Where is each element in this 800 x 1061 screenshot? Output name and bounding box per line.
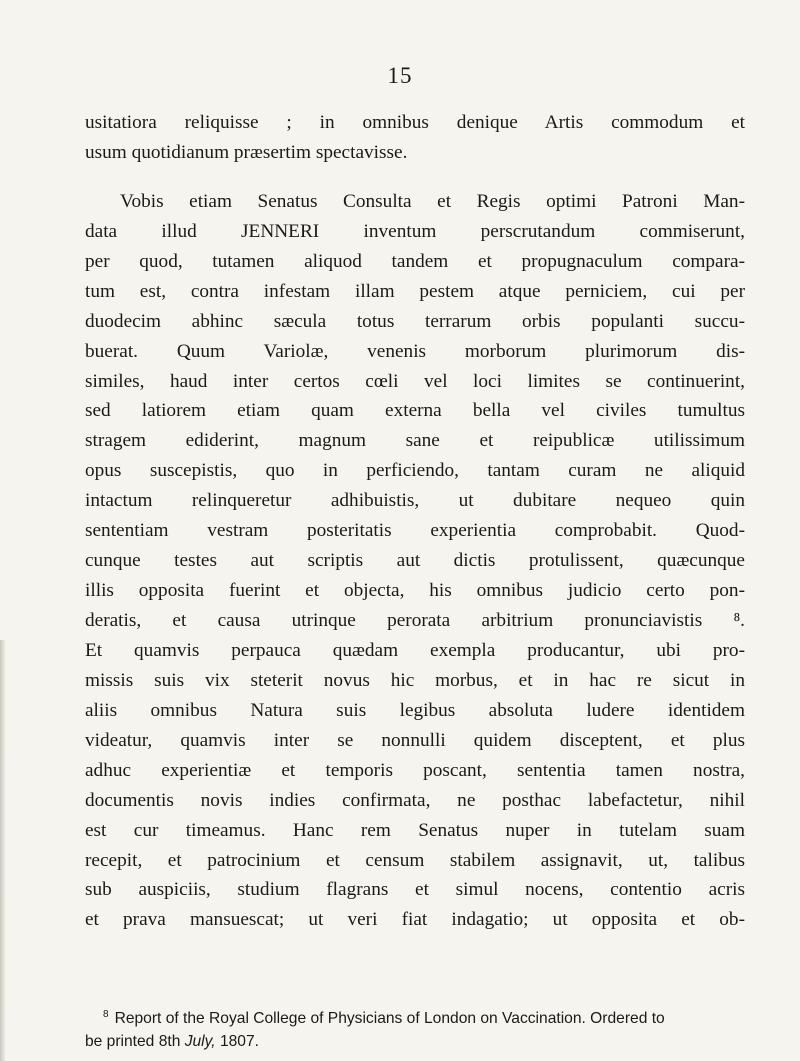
footnote-text: 1807.: [215, 1033, 259, 1051]
text-line: tum est, contra infestam illam pestem atque perniciem, cui per: [85, 280, 745, 302]
text-line: sub auspiciis, studium flagrans et simul nocens, contentio acris: [85, 879, 745, 901]
text-line: duodecim abhinc sæcula totus terrarum orbis populanti succu-: [85, 310, 745, 332]
footnote-date-italic: July,: [184, 1033, 216, 1051]
text-line: data illud JENNERI inventum perscrutandum commiserunt,: [85, 220, 745, 242]
text-line: est cur timeamus. Hanc rem Senatus nuper in tutelam suam: [85, 819, 745, 841]
text-line: documentis novis indies confirmata, ne posthac labefactetur, nihil: [85, 789, 745, 811]
footnote-text: Report of the Royal College of Physicians of London on Vaccination. Ordered to: [114, 1010, 665, 1028]
text-line: deratis, et causa utrinque perorata arbitrium pronunciavistis ⁸.: [85, 610, 745, 631]
footnote-line: [85, 1030, 745, 1053]
text-line: intactum relinqueretur adhibuistis, ut dubitare nequeo quin: [85, 490, 745, 512]
text-line: Et quamvis perpauca quædam exempla producantur, ubi pro-: [85, 639, 745, 661]
footnote-mark: 8: [103, 1009, 109, 1020]
page-number: 15: [387, 63, 413, 88]
text-line: recepit, et patrocinium et censum stabilem assignavit, ut, talibus: [85, 849, 745, 871]
footnote-line: [85, 1003, 745, 1030]
text-line: similes, haud inter certos cœli vel loci limites se continuerint,: [85, 370, 745, 392]
text-line: usitatiora reliquisse ; in omnibus denique Artis commodum et: [85, 112, 745, 133]
body-text: [85, 108, 745, 935]
text-line: missis suis vix steterit novus hic morbus, et in hac re sicut in: [85, 669, 745, 691]
text-line: adhuc experientiæ et temporis poscant, sententia tamen nostra,: [85, 759, 745, 781]
text-line: opus suscepistis, quo in perficiendo, tantam curam ne aliquid: [85, 460, 745, 482]
text-line: cunque testes aut scriptis aut dictis protulissent, quæcunque: [85, 550, 745, 572]
text-line: aliis omnibus Natura suis legibus absoluta ludere identidem: [85, 699, 745, 721]
paragraph: [85, 108, 745, 168]
footnote: [85, 1003, 745, 1053]
paragraph-gap: [85, 168, 745, 187]
paragraph: [85, 187, 745, 935]
text-line: illis opposita fuerint et objecta, his omnibus judicio certo pon-: [85, 580, 745, 602]
text-line: sententiam vestram posteritatis experientia comprobabit. Quod-: [85, 520, 745, 542]
text-line: Vobis etiam Senatus Consulta et Regis optimi Patroni Man-: [120, 190, 745, 212]
text-line: videatur, quamvis inter se nonnulli quidem disceptent, et plus: [85, 729, 745, 751]
footnote-text: be printed 8th: [85, 1033, 185, 1051]
text-line: et prava mansuescat; ut veri fiat indagatio; ut opposita et ob-: [85, 909, 745, 931]
text-line: per quod, tutamen aliquod tandem et propugnaculum compara-: [85, 250, 745, 272]
page-edge-shadow: [0, 640, 6, 1061]
text-line: sed latiorem etiam quam externa bella vel civiles tumultus: [85, 400, 745, 422]
text-line: buerat. Quum Variolæ, venenis morborum plurimorum dis-: [85, 340, 745, 362]
text-line: stragem ediderint, magnum sane et reipublicæ utilissimum: [85, 430, 745, 452]
text-line: usum quotidianum præsertim spectavisse.: [85, 141, 408, 163]
